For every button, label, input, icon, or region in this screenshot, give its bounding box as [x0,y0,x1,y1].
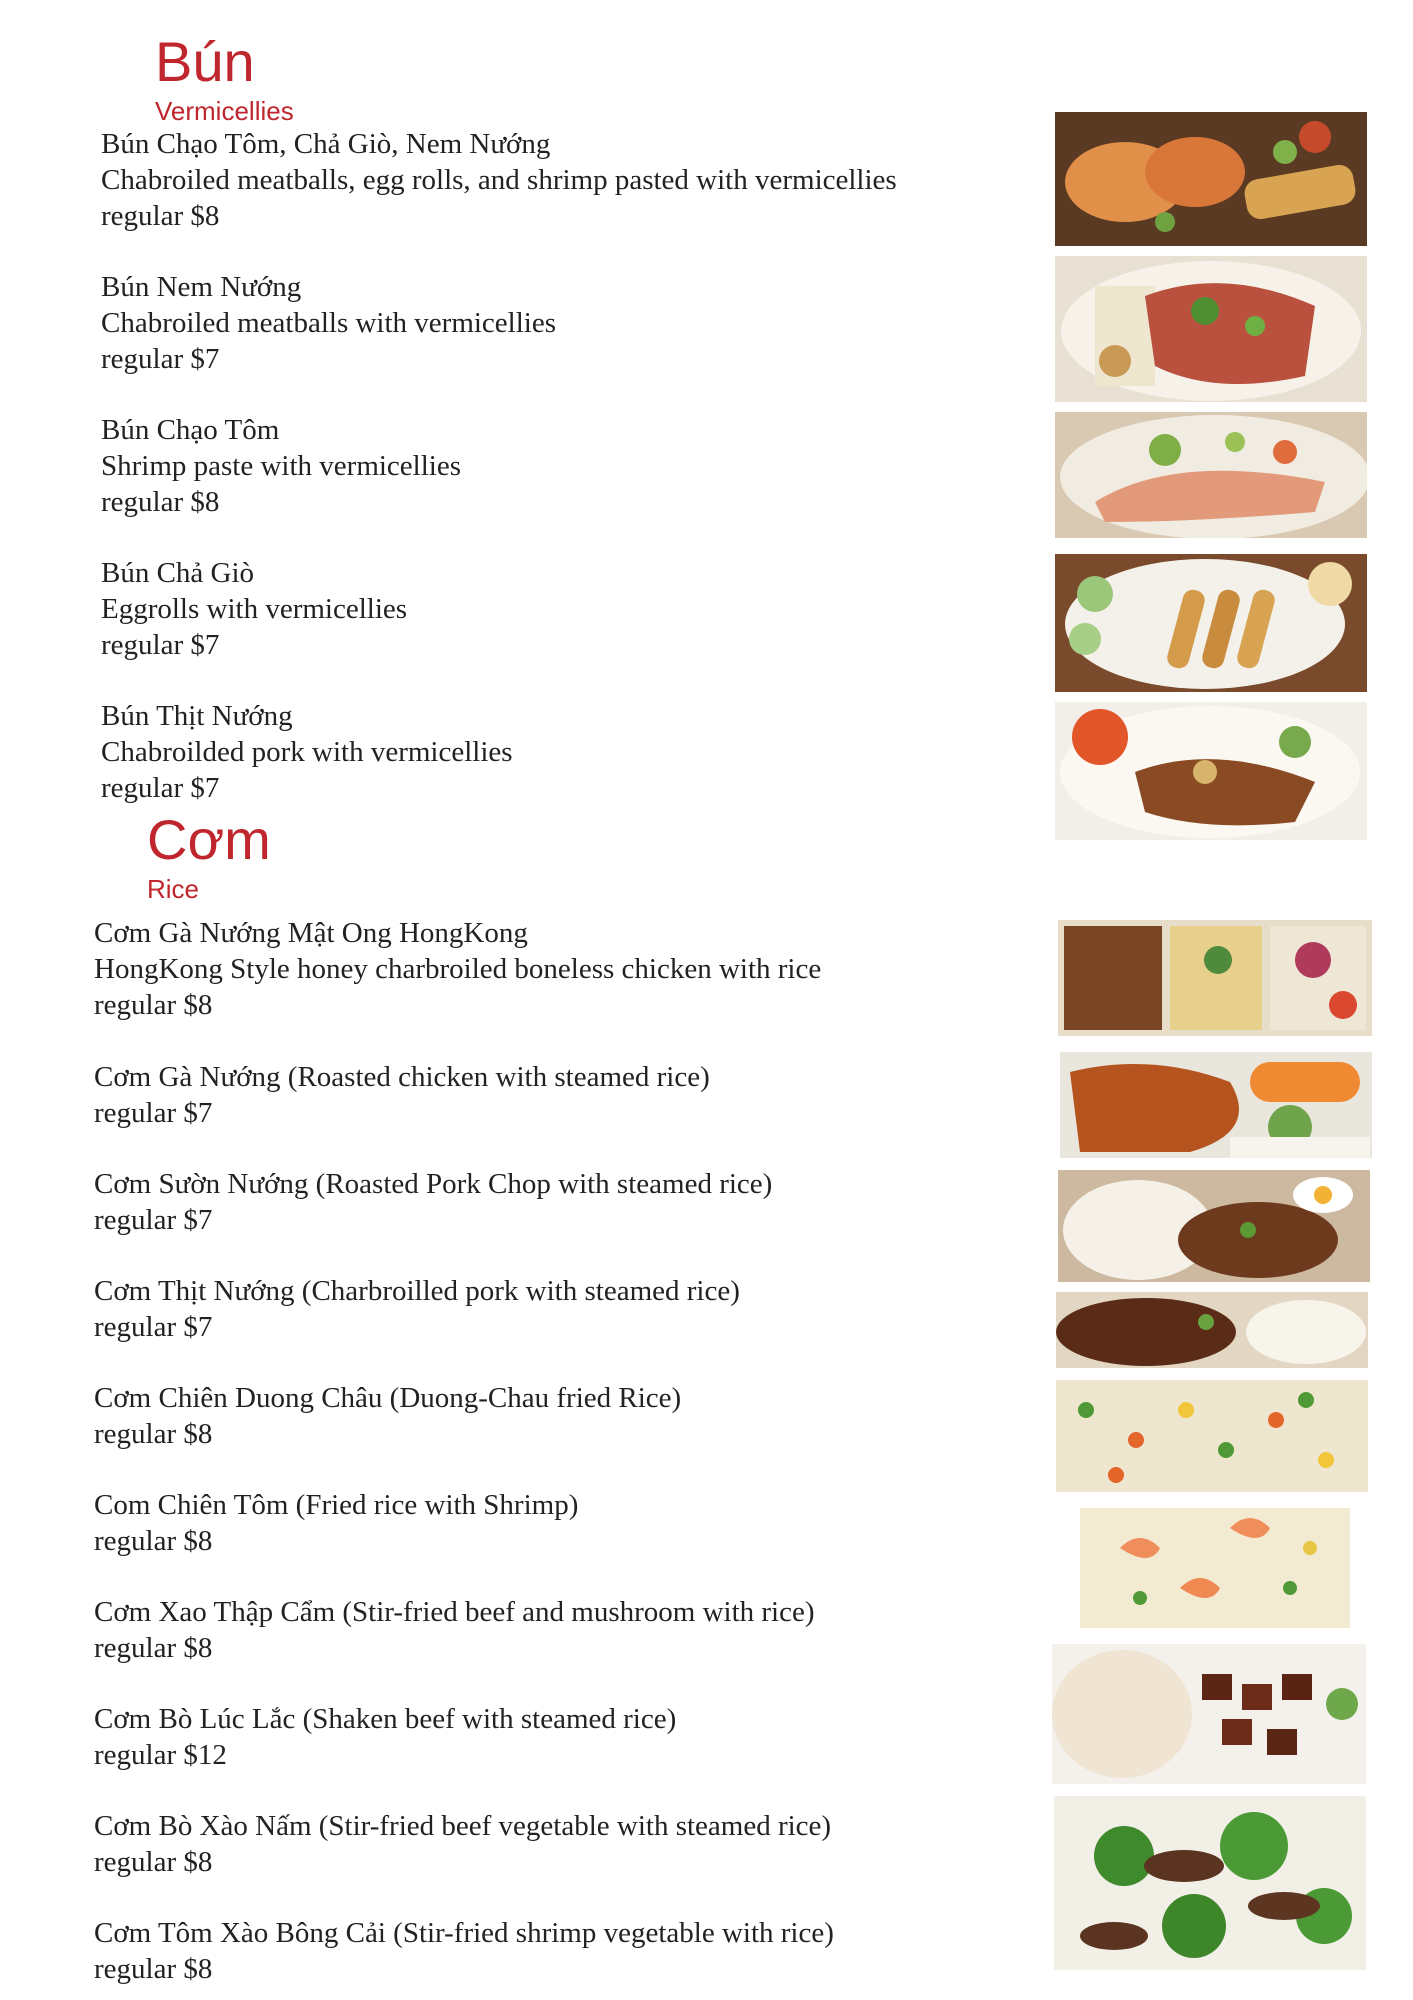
item-price: regular $8 [94,989,213,1021]
item-name: Cơm Thịt Nướng (Charbroilled pork with steamed rice) [94,1275,740,1307]
menu-item [101,269,556,377]
item-name: Bún Chạo Tôm [101,414,280,446]
item-name: Cơm Gà Nướng Mật Ong HongKong [94,917,528,949]
section-title: Cơm [147,808,271,871]
menu-item [101,412,461,520]
item-price: regular $7 [94,1097,213,1129]
pork-chop-rice-photo [1058,1170,1370,1282]
menu-item [94,1808,831,1880]
item-name: Cơm Bò Lúc Lắc (Shaken beef with steamed rice) [94,1703,677,1735]
item-name: Cơm Bò Xào Nấm (Stir-fried beef vegetable with steamed rice) [94,1810,832,1842]
grilled-shrimp-eggroll-photo [1055,112,1367,246]
menu-item [94,1166,772,1238]
item-price: regular $8 [94,1418,213,1450]
beef-broccoli-photo [1054,1796,1366,1970]
menu-item [94,915,821,1023]
menu-item [101,555,407,663]
item-name: Bún Chạo Tôm, Chả Giò, Nem Nướng [101,128,551,160]
eggroll-noodle-photo [1055,554,1367,692]
menu-item [94,1915,834,1987]
item-price: regular $7 [101,772,220,804]
section-title: Bún [155,30,255,93]
item-description: Chabroiled meatballs, egg rolls, and shrimp pasted with vermicellies [101,164,897,196]
menu-item [94,1380,681,1452]
item-name: Cơm Tôm Xào Bông Cải (Stir-fried shrimp vegetable with rice) [94,1917,834,1949]
menu-item [94,1487,578,1559]
item-description: HongKong Style honey charbroiled boneless chicken with rice [94,953,822,985]
section-heading-bun [155,30,294,126]
item-price: regular $8 [94,1846,213,1878]
item-price: regular $8 [101,200,220,232]
menu-item [101,698,513,806]
honey-chicken-tray-photo [1058,920,1372,1036]
item-description: Eggrolls with vermicellies [101,593,408,625]
item-name: Cơm Xao Thập Cẩm (Stir-fried beef and mushroom with rice) [94,1596,815,1628]
item-price: regular $8 [94,1953,213,1985]
item-description: Chabroilded pork with vermicellies [101,736,513,768]
shrimp-paste-noodle-photo [1055,412,1367,538]
menu-item [94,1273,740,1345]
item-name: Cơm Sườn Nướng (Roasted Pork Chop with steamed rice) [94,1168,773,1200]
item-name: Cơm Gà Nướng (Roasted chicken with steamed rice) [94,1061,710,1093]
item-price: regular $12 [94,1739,227,1771]
menu-item [101,126,897,234]
item-name: Cơm Chiên Duong Châu (Duong-Chau fried Rice) [94,1382,682,1414]
menu-item [94,1594,815,1666]
section-heading-com [147,808,271,904]
item-price: regular $7 [101,629,220,661]
roasted-chicken-photo [1060,1052,1372,1158]
item-description: Chabroiled meatballs with vermicellies [101,307,557,339]
menu-item [94,1701,676,1773]
fried-rice-photo [1056,1380,1368,1492]
grilled-pork-noodle-photo [1055,702,1367,840]
shrimp-fried-rice-photo [1080,1508,1350,1628]
item-price: regular $8 [94,1632,213,1664]
item-name: Bún Nem Nướng [101,271,302,303]
item-price: regular $7 [94,1311,213,1343]
item-price: regular $7 [101,343,220,375]
shaken-beef-rice-photo [1052,1644,1366,1784]
item-price: regular $8 [94,1525,213,1557]
item-name: Bún Chả Giò [101,557,255,589]
meatball-noodle-photo [1055,256,1367,402]
item-price: regular $7 [94,1204,213,1236]
section-subtitle: Vermicellies [155,96,294,126]
section-subtitle: Rice [147,874,200,904]
item-price: regular $8 [101,486,220,518]
item-name: Bún Thịt Nướng [101,700,293,732]
charbroiled-pork-rice-photo [1056,1292,1368,1368]
item-name: Com Chiên Tôm (Fried rice with Shrimp) [94,1489,579,1521]
item-description: Shrimp paste with vermicellies [101,450,462,482]
menu-item [94,1059,710,1131]
